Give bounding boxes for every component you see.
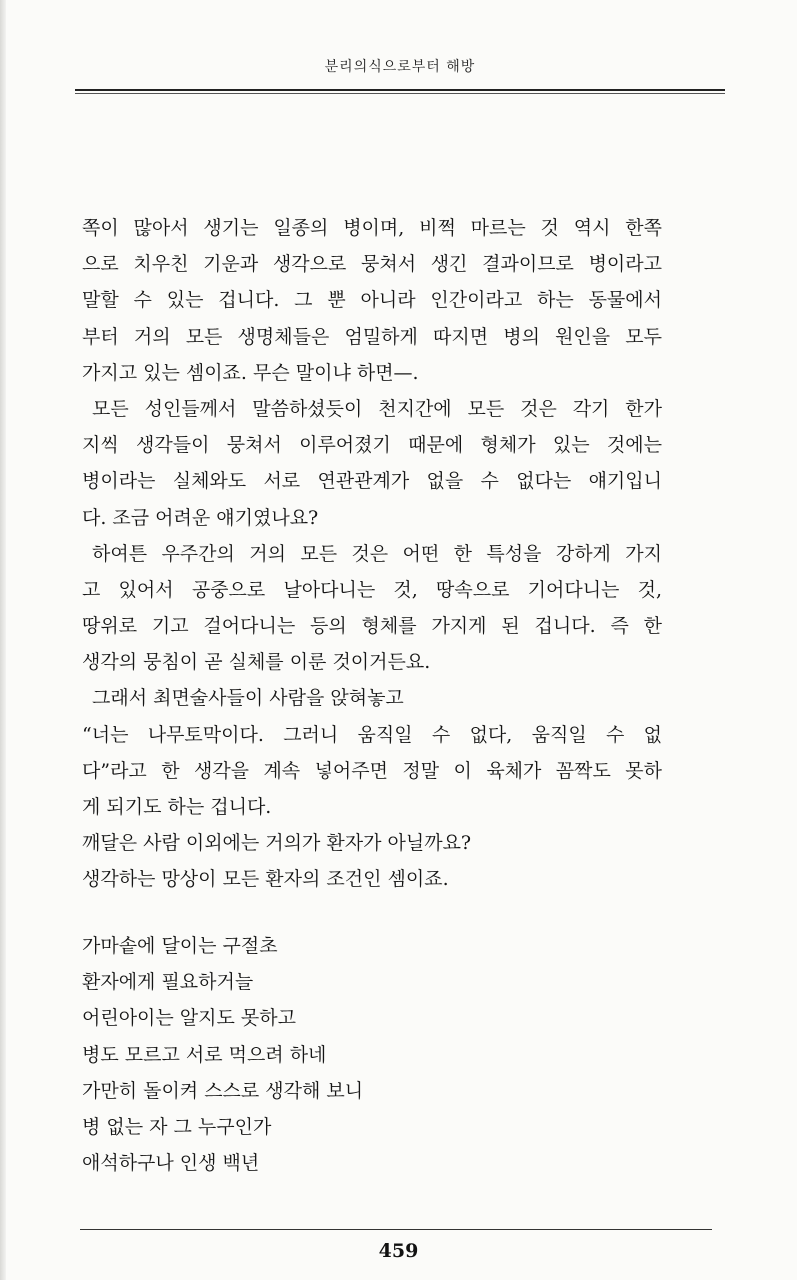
- poem-line: 애석하구나 인생 백년: [82, 1152, 260, 1175]
- text-line: 지씩 생각들이 뭉쳐서 이루어졌기 때문에 형체가 있는 것에는: [82, 434, 662, 457]
- header-rule-thin: [75, 93, 725, 94]
- text-line: 모든 성인들께서 말씀하셨듯이 천지간에 모든 것은 각기 한가: [92, 397, 662, 420]
- text-line: 고 있어서 공중으로 날아다니는 것, 땅속으로 기어다니는 것,: [82, 578, 662, 601]
- running-header-title: 분리의식으로부터 해방: [324, 59, 476, 75]
- text-line: 생각하는 망상이 모든 환자의 조건인 셈이죠.: [82, 868, 449, 891]
- text-line: 부터 거의 모든 생명체들은 엄밀하게 따지면 병의 원인을 모두: [82, 325, 662, 348]
- poem-line: 어린아이는 알지도 못하고: [82, 1007, 296, 1030]
- poem-line: 가만히 돌이켜 스스로 생각해 보니: [82, 1079, 364, 1102]
- text-line: 다”라고 한 생각을 계속 넣어주면 정말 이 육체가 꼼짝도 못하: [82, 759, 662, 782]
- text-line: 게 되기도 하는 겁니다.: [82, 796, 272, 818]
- running-header: [75, 50, 725, 96]
- text-line: 다. 조금 어려운 얘기였나요?: [82, 506, 319, 529]
- text-line: 쪽이 많아서 생기는 일종의 병이며, 비쩍 마르는 것 역시 한쪽: [82, 217, 662, 239]
- text-line: 말할 수 있는 겁니다. 그 뿐 아니라 인간이라고 하는 동물에서: [82, 289, 662, 312]
- body-text: [82, 210, 662, 898]
- poem-line: 병도 모르고 서로 먹으려 하네: [82, 1043, 327, 1066]
- text-line: 가지고 있는 셈이죠. 무슨 말이냐 하면—.: [82, 361, 419, 384]
- footer-rule: [80, 1229, 712, 1230]
- header-rule: [75, 89, 725, 91]
- page-edge-shadow: [0, 0, 6, 1280]
- text-line: 하여튼 우주간의 거의 모든 것은 어떤 한 특성을 강하게 가지: [92, 542, 662, 565]
- poem: [82, 928, 662, 1181]
- text-line: 병이라는 실체와도 서로 연관관계가 없을 수 없다는 얘기입니: [82, 470, 662, 493]
- text-line: 으로 치우친 기운과 생각으로 뭉쳐서 생긴 결과이므로 병이라고: [82, 253, 662, 276]
- poem-line: 환자에게 필요하거늘: [82, 971, 254, 994]
- text-line: “너는 나무토막이다. 그러니 움직일 수 없다, 움직일 수 없: [82, 723, 662, 746]
- text-line: 깨달은 사람 이외에는 거의가 환자가 아닐까요?: [82, 832, 472, 855]
- text-line: 땅위로 기고 걸어다니는 등의 형체를 가지게 된 겁니다. 즉 한: [82, 615, 662, 638]
- poem-line: 병 없는 자 그 누구인가: [82, 1115, 272, 1138]
- text-line: 생각의 뭉침이 곧 실체를 이룬 것이거든요.: [82, 651, 431, 674]
- poem-line: 가마솥에 달이는 구절초: [82, 935, 278, 957]
- page-number: 459: [378, 1240, 419, 1262]
- text-line: 그래서 최면술사들이 사람을 앉혀놓고: [92, 687, 404, 710]
